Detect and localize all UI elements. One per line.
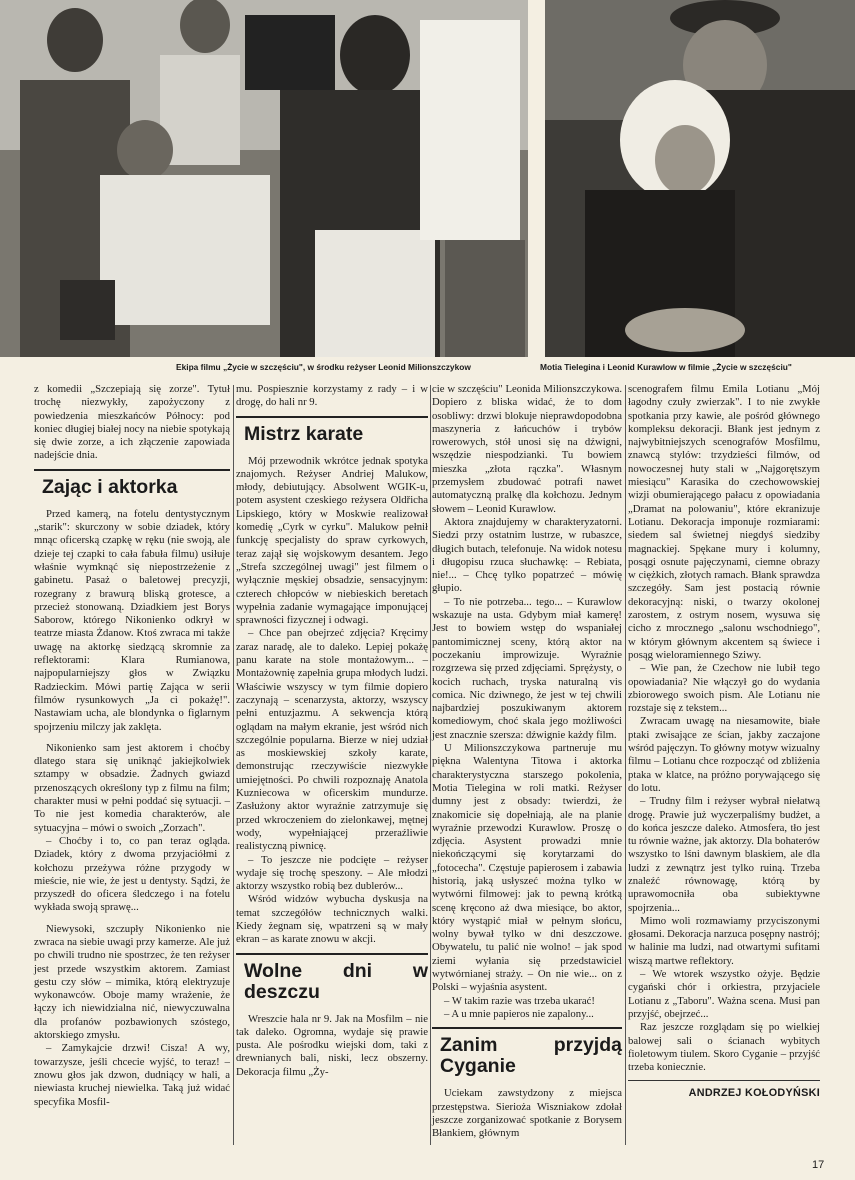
photo-actors: [545, 0, 855, 357]
paragraph: Niewysoki, szczupły Nikonienko nie zwraca na siebie uwagi przy kamerze. Ale już po chwili trudno nie spostrzec, że ten reżyser jest przede wszystkim aktorem. Zamiast gestu czy słów – mimika, którą elektryzuje wykonawców. Oboje mamy wrażenie, że łączy ich niewidzialna nić, niewyczuwalna dla profanów pozbawionych szóstego, aktorskiego zmysłu.: [34, 922, 230, 1042]
column-3: [432, 383, 622, 1140]
photo-caption-left: Ekipa filmu „Życie w szczęściu", w środku reżyser Leonid Milionszczykow: [176, 362, 471, 372]
column-rule: [233, 385, 234, 1145]
paragraph: mu. Pospiesznie korzystamy z rady – i w drogę, do hali nr 9.: [236, 383, 428, 409]
section-divider: [236, 416, 428, 418]
photo-film-crew-image: [0, 0, 528, 357]
section-heading-zajac: Zając i aktorka: [42, 475, 178, 498]
paragraph: Uciekam zawstydzony z miejsca przestępstwa. Sieriożа Wiszniakow zdołał jeszcze zorganizować spotkanie z Borysem Błankiem, głównym: [432, 1087, 622, 1140]
column-4: [628, 383, 820, 1101]
paragraph: Wśród widzów wybucha dyskusja na temat szczegółów technicznych walki. Kiedy żegnam się, wpatrzeni są w mały ekran – as karate znowu w akcji.: [236, 893, 428, 946]
photo-film-crew: [0, 0, 528, 357]
paragraph: – Chce pan obejrzeć zdjęcia? Kręcimy zaraz naradę, ale to daleko. Lepiej pokażę panu karate na stole montażowym... – Montażownię zapełnia grupa młodych ludzi. Właściwie wszyscy w tym filmie dopiero zaczynają – scenarzysta, aktorzy, wszyscy pełni entuzjazmu. A sekwencja którą oglądam na małym ekranie, jest wśród nich szczególnie popularna. Bierze w niej udział as moskiewskiej szkoły karate, demonstrując rzeczywiście niezwykłe umiejętności. Po chwili rozpoznaję Anatola Kuzniecowa w oficerskim mundurze. Zasłużony aktor wyraźnie zatrzymuje się przed wkroczeniem do zielonkawej, mętnej wody, wypełniającej przeraźliwie realistyczną piwnicę.: [236, 627, 428, 853]
paragraph: – A u mnie papieros nie zapalony...: [444, 1007, 594, 1020]
paragraph: – Trudny film i reżyser wybrał niełatwą drogę. Prawie już wyczerpaliśmy budżet, a do końca jeszcze daleko. Atmosfera, tło jest tu równie ważne, jak aktorzy. Dla bohaterów wszystko to lśni dawnym blaskiem, ale dla ludzi z zewnątrz jest tylko ruiną. Trzeba znaleźć równowagę, którą by uprawomocniła oba subiektywne spojrzenia...: [628, 795, 820, 914]
paragraph: scenografem filmu Emila Lotianu „Mój łagodny czuły zwierzak". I to nie zwykłe spotkania przy kawie, ale pośród głównego kompleksu dekoracji. Błank jest jednym z najwybitniejszych scenografów Mosfilmu, znawcą stylów: trzydzieści filmów, od nowoczesnej huty stali w „Najgorętszym miesiącu" Karasika do czechowowskiej wizji obumierającego pałacu z opowiadania „Dramat na polowaniu", które ekranizuje Lotianu. Dekoracja imponuje rozmiarami: siedem sal świetnej niegdyś siedziby magnackiej. Spękane mury i kolumny, posągi osnute pajęczynami, ciemne obrazy w ciężkich, złotych ramach. Błank sprawdza szczegóły. Sam jest postacią równie dekoracyjną: niski, o twarzy okolonej zarostem, z ostrym nosem, wysuwa się cicho z mrocznego „salonu wschodniego", w którym głównym akcentem są świece i posąg wieloramiennego Sziwy.: [628, 383, 820, 661]
section-heading-wolne-dni: Wolne dni w deszczu: [244, 959, 428, 1003]
paragraph: Zwracam uwagę na niesamowite, białe ptaki zwisające ze ścian, jakby zaczajone wśród pajęczyn. To główny motyw wizualny filmu – Lotianu chce rozpocząć od zbliżenia ptaka w klatce, na próżno porywającego się do lotu.: [628, 715, 820, 794]
paragraph: – To jeszcze nie podcięte – reżyser wydaje się trochę speszony. – Ale młodzi aktorzy wszystko robią bez dublerów...: [236, 853, 428, 893]
photo-actors-image: [545, 0, 855, 357]
section-divider: [34, 469, 230, 471]
paragraph: U Milionszczykowa partneruje mu piękna Walentyna Titowa i aktorka charakterystyczna starszego pokolenia, Motia Tielegina w roli matki. Reżyser dumny jest z obsady: twierdzi, że znakomicie się dopełniają, ale na planie wyraźnie przewodzi Kurawlow. Proszę o zdjęcia. Asystent prowadzi mnie niekończącymi się korytarzami do „fotocecha". Częstuje papierosem i zabawia historią, jaką usłyszeć można tylko w wytwórni filmowej: jak to pewną krótką scenę kręcono aż dwa miesiące, bo aktor, który wystąpić miał w pełnym słońcu, wolny bywał tylko w dni deszczowe. Obywatelu, tu palić nie wolno! – jak spod ziemi wyłania się przedstawiciel wytwórnianej straży. – On nie wie... on z Polski – wyjaśnia asystent.: [432, 742, 622, 994]
section-heading-zanim-przyjda-cyganie: Zanim przyjdą Cyganie: [440, 1034, 622, 1078]
paragraph: – We wtorek wszystko ożyje. Będzie cygański chór i orkiestra, przyjaciele Lotianu z „Taboru". Ważna scena. Musi pan przyjść, obejrzeć...: [628, 968, 820, 1020]
paragraph: z komedii „Szczepiają się zorze". Tytuł trochę niezwykły, zapożyczony z powiedzenia mieszkańców Północy: pod koniec długiej białej nocy na niebie spotykają się dwie zorze, a ich złączenie zapowiada nadejście dnia.: [34, 383, 230, 462]
paragraph: – Zamykajcie drzwi! Cisza! A wy, towarzysze, jeśli chcecie wyjść, to teraz! – znowu głos jak dzwon, dudniący w hali, a niewiasta kruchej niewielka. Taką już widać specyfika Mosfil-: [34, 1042, 230, 1108]
author-signature: ANDRZEJ KOŁODYŃSKI: [688, 1087, 820, 1100]
column-2: [236, 383, 428, 1079]
paragraph: – W takim razie was trzeba ukarać!: [444, 994, 595, 1007]
paragraph: Wreszcie hala nr 9. Jak na Mosfilm – nie tak daleko. Ogromna, wydaje się prawie pusta. Ale pośrodku wiejski dom, taki z drewnianych bali, niski, lecz obszerny. Dekoracja filmu „Ży-: [236, 1012, 428, 1078]
paragraph: cie w szczęściu" Leonida Milionszczykowa. Dopiero z bliska widać, że to dom osobliwy: drzwi blokuje nieprawdopodobna maszyneria z łańcuchów i trybów rowerowych, stół unosi się na dźwigni, wszędzie niespodzianki. Tu bowiem mieszka „złota rączka". Własnym przemysłem zbudować potrafi nawet automatyczną pralkę dla kołchozu. Jednym słowem – Leonid Kurawlow.: [432, 383, 622, 515]
paragraph: – To nie potrzeba... tego... – Kurawlow wskazuje na usta. Gdybym miał kamerę! Jest to bowiem wstęp do wspaniałej pantomimicznej sceny, którą aktor na poczekaniu improwizuje. Wyraźnie rozgrzewa się przed zdjęciami. Sprężysty, o kocich ruchach, tryska naturalną vis comica. Nic dziwnego, że jest w tej chwili najbardziej poszukiwanym aktorem komediowym, choć skala jego możliwości jest znacznie szersza: dźwignie każdy film.: [432, 595, 622, 741]
section-heading-mistrz-karate: Mistrz karate: [244, 422, 364, 445]
paragraph: Mimo woli rozmawiamy przyciszonymi głosami. Dekoracja narzuca posępny nastrój; w halinie ma ludzi, nad otwartymi sufitami wiszą martwe reflektory.: [628, 914, 821, 967]
paragraph: Aktora znajdujemy w charakteryzatorni. Siedzi przy ostatnim lustrze, w rubaszce, długich butach, telefonuje. Na widok notesu i długopisu rzuca słuchawkę: – Rebiata, nie!... – Chcę tylko popatrzeć – mówię głupio.: [432, 515, 622, 595]
column-rule: [430, 385, 431, 1145]
paragraph: Przed kamerą, na fotelu dentystycznym „starik": skurczony w sobie dziadek, który mnąc oficerską czapkę w ręku (nie swoją, ale dzieje tej czapki to cała fabuła filmu) usiłuje właśnie wymknąć się niepostrzeżenie z gabinetu. Pasaż o baletowej precyzji, rozegrany z brawurą bliską grotesce, a przecież stonowaną. Dziadkiem jest Borys Saborow, którego Nikonienko odkrył w teatrze miasta Żdanow. Ktoś zwraca mi także uwagę na aktorkę siedzącą skromnie za reflektorami: Klara Rumianowa, najpopularniejszy głos w Związku Radzieckim. Mówi partię Zająca w serii filmów rysunkowych „Ja ci pokażę!". Nastawiam ucha, ale blondynka o figlarnym spojrzeniu milczy jak zaklęta.: [34, 507, 230, 733]
section-divider: [236, 953, 428, 955]
paragraph: – Wie pan, że Czechow nie lubił tego opowiadania? Nie włączył go do wydania zbiorowego swoich pism. Ale Lotianu nie rozstaje się z tekstem...: [628, 662, 820, 715]
photo-caption-right: Motia Tielegina i Leonid Kurawlow w filmie „Życie w szczęściu": [540, 362, 792, 372]
column-1: [34, 383, 230, 1109]
page-number: 17: [812, 1159, 825, 1171]
paragraph: Mój przewodnik wkrótce jednak spotyka znajomych. Reżyser Andriej Malukow, młody, debiutujący. Absolwent WGIK-u, potem asystent czeskiego reżysera Oldřicha Lipskiego, który w Moskwie realizował komedię „Cyrk w cyrku". Malukow pełnił funkcję specjalisty do spraw cyrkowych, teraz zajął się wojskowym desantem. Jego „Strefa szczególnej uwagi" jest filmem o wyłącznie męskiej obsadzie, sensacyjnym: czterech chłopców w niebieskich beretach wypełnia zadanie wymagające imponującej sprawności fizycznej i odwagi.: [236, 454, 428, 627]
paragraph: Raz jeszcze rozglądam się po wielkiej balowej sali o ścianach wybitych fioletowym tiulem. Skoro Cyganie – przyjść trzeba koniecznie.: [628, 1021, 820, 1074]
column-rule: [625, 385, 626, 1145]
paragraph: – Choćby i to, co pan teraz ogląda. Dziadek, który z dwoma przyjaciółmi z kołchozu przeżywa różne przygody w mieście, nie wie, że jest u dentysty. Sądzi, że przyszedł do oficera śledczego i na fotelu wykłada swoją sprawę...: [34, 834, 230, 914]
signature-divider: [628, 1080, 820, 1081]
paragraph: Nikonienko sam jest aktorem i choćby dlatego stara się uniknąć jakiejkolwiek sztampy w obsadzie. Żadnych gwiazd przenoszących określony typ z filmu na film; charakter musi w pełni poddać się sytuacji. – To nie jest komedia charakterów, ale sytuacyjna – mówi o swoich „Zorzach".: [34, 741, 230, 834]
section-divider: [432, 1027, 622, 1029]
